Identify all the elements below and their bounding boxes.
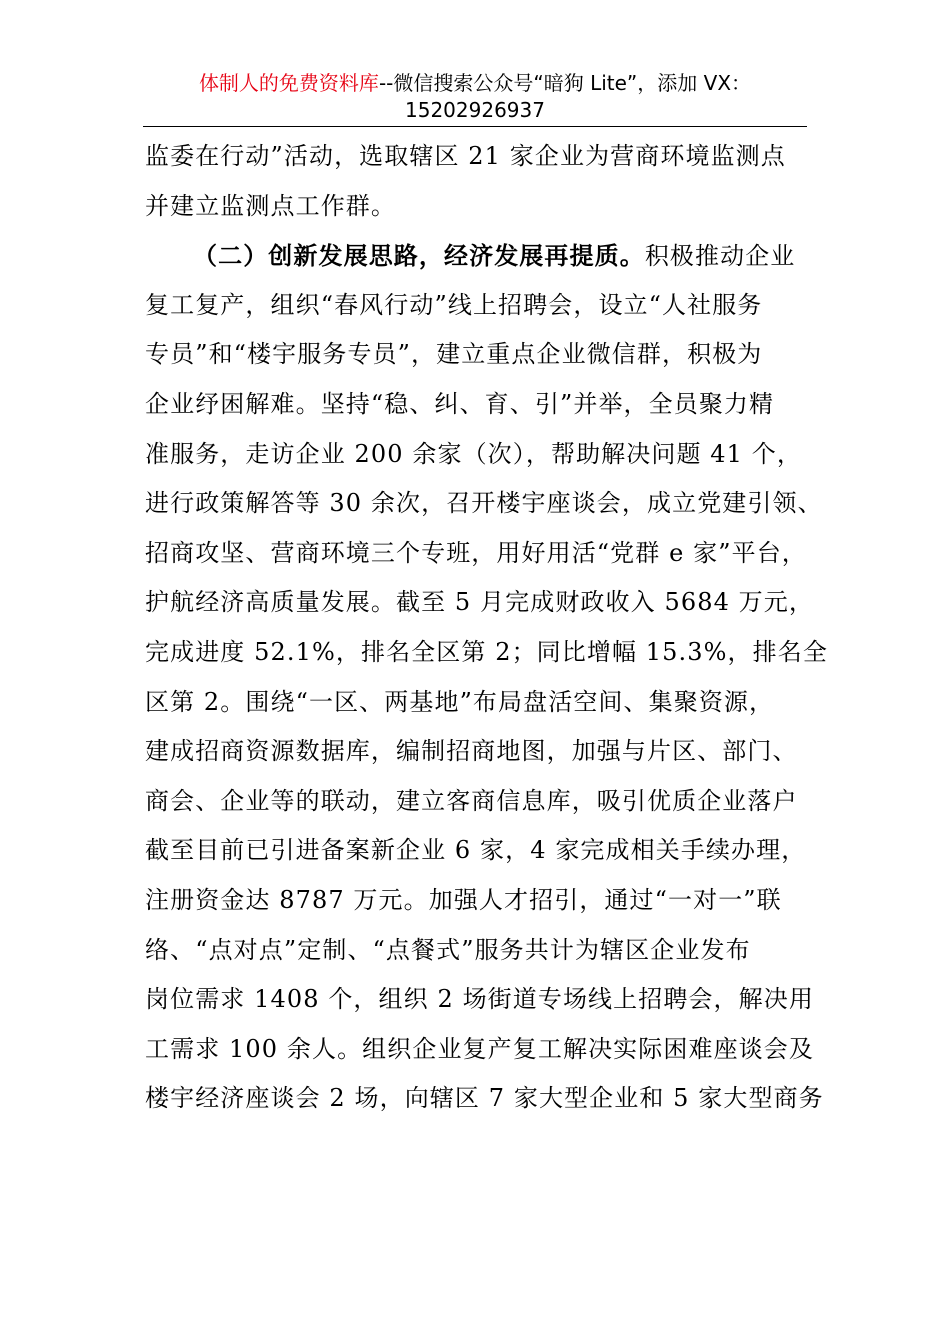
text-line: 络、“点对点”定制、“点餐式”服务共计为辖区企业发布 bbox=[145, 935, 751, 964]
text-line: 注册资金达 8787 万元。加强人才招引，通过“一对一”联 bbox=[145, 885, 782, 914]
text-line: 护航经济高质量发展。截至 5 月完成财政收入 5684 万元， bbox=[145, 588, 814, 617]
header-brand: 体制人的免费资料库 bbox=[198, 71, 379, 95]
text-line: 建成招商资源数据库，编制招商地图，加强与片区、部门、 bbox=[145, 737, 798, 766]
text-line: 岗位需求 1408 个，组织 2 场街道专场线上招聘会，解决用 bbox=[145, 985, 814, 1014]
text-line: 准服务，走访企业 200 余家（次），帮助解决问题 41 个， bbox=[145, 439, 802, 468]
header-phone: 15202926937 bbox=[405, 98, 545, 122]
section-heading: （二）创新发展思路，经济发展再提质。 bbox=[193, 241, 645, 271]
text-line: 监委在行动”活动，选取辖区 21 家企业为营商环境监测点 bbox=[145, 142, 786, 170]
section-heading-line bbox=[145, 231, 807, 281]
section-heading-rest: 积极推动企业 bbox=[644, 242, 796, 271]
body-text bbox=[145, 132, 828, 1124]
text-line: 区第 2。围绕“一区、两基地”布局盘活空间、集聚资源， bbox=[145, 687, 775, 716]
text-line: 专员”和“楼宇服务专员”，建立重点企业微信群，积极为 bbox=[145, 340, 763, 369]
text-line: 完成进度 52.1%，排名全区第 2；同比增幅 15.3%，排名全 bbox=[145, 637, 828, 666]
text-line: 并建立监测点工作群。 bbox=[145, 191, 396, 220]
text-line: 截至目前已引进备案新企业 6 家，4 家完成相关手续办理， bbox=[145, 836, 807, 865]
text-line: 楼宇经济座谈会 2 场，向辖区 7 家大型企业和 5 家大型商务 bbox=[145, 1084, 824, 1113]
text-line: 工需求 100 余人。组织企业复产复工解决实际困难座谈会及 bbox=[145, 1034, 814, 1063]
text-line: 商会、企业等的联动，建立客商信息库，吸引优质企业落户 bbox=[145, 786, 798, 815]
header-contact: --微信搜索公众号“暗狗 Lite”，添加 VX： bbox=[378, 71, 752, 95]
text-line: 复工复产，组织“春风行动”线上招聘会，设立“人社服务 bbox=[145, 290, 763, 319]
text-line: 招商攻坚、营商环境三个专班，用好用活“党群 e 家”平台， bbox=[145, 538, 807, 567]
text-line: 企业纾困解难。坚持“稳、纠、育、引”并举，全员聚力精 bbox=[145, 389, 775, 418]
page-header bbox=[0, 70, 950, 124]
header-divider bbox=[143, 126, 807, 127]
text-line: 进行政策解答等 30 余次，召开楼宇座谈会，成立党建引领、 bbox=[145, 489, 823, 518]
